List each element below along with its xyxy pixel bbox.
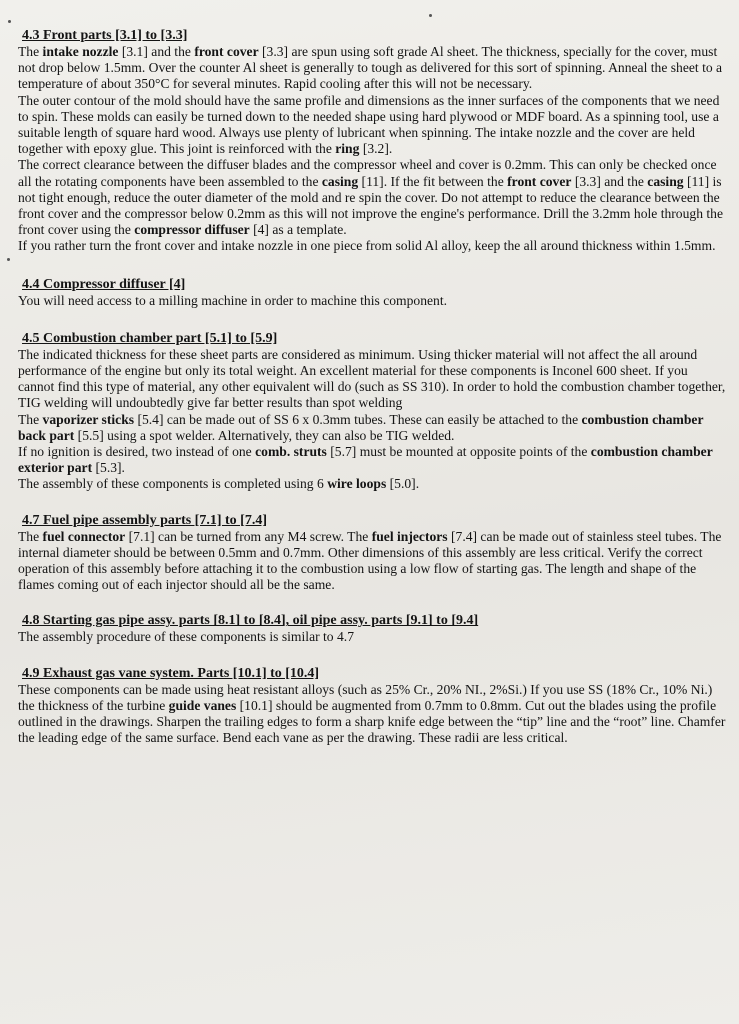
text-run: These components can be made using heat resistant alloys (such as 25% Cr., 20% NI., 2%Si.) If you use SS (18% Cr., 10% Ni.) the thickness of the turbine — [18, 681, 713, 713]
section-4-9 — [18, 666, 727, 747]
paragraph — [18, 293, 727, 309]
bold-term: front cover — [194, 44, 259, 59]
text-run: [7.4] can be made out of stainless steel tubes. The internal diameter should be between 0.5mm and 0.7mm. Other dimensions of this assembly are less critical. Verify the correct operation of this assembly before attaching it to the combustion using a low flow of starting gas. The length and shape of the flames coming out of each injector should all be the same. — [18, 528, 722, 593]
paragraph — [18, 444, 727, 476]
section-4-5 — [18, 331, 727, 493]
paragraph — [18, 629, 727, 645]
text-run: [3.2]. — [359, 141, 393, 157]
paragraph — [18, 682, 727, 747]
text-run: [5.5] using a spot welder. Alternatively, they can also be TIG welded. — [74, 427, 455, 443]
paragraph — [18, 93, 727, 158]
text-run: If you rather turn the front cover and intake nozzle in one piece from solid Al alloy, keep the all around thickness within 1.5mm. — [18, 238, 716, 254]
text-run: [7.1] can be turned from any M4 screw. The — [125, 528, 372, 544]
text-run: [10.1] should be augmented from 0.7mm to 0.8mm. Cut out the blades using the profile outlined in the drawings. Sharpen the trailing edges to form a sharp knife edge between the “tip” line and the “root” line. Chamfer the leading edge of the same surface. Bend each vane as per the drawing. These radii are less critical. — [18, 697, 726, 746]
text-run: [11] is not tight enough, reduce the outer diameter of the mold and re spin the cover. Do not attempt to reduce the clearance between the front cover and the compressor below 0.2mm as this will not improve the engine's performance. Drill the 3.2mm hole through the front cover using the — [18, 173, 724, 238]
section-heading: 4.3 Front parts [3.1] to [3.3] — [22, 28, 188, 43]
bold-term: guide vanes — [168, 697, 237, 713]
bold-term: comb. struts — [255, 444, 327, 460]
bold-term: fuel injectors — [371, 528, 448, 544]
bold-term: vaporizer sticks — [42, 411, 135, 427]
section-4-7 — [18, 513, 727, 594]
text-run: The correct clearance between the diffuser blades and the compressor wheel and cover is 0.2mm. This can only be checked once all the rotating components have been assembled to the — [18, 157, 717, 189]
section-heading: 4.8 Starting gas pipe assy. parts [8.1] to [8.4], oil pipe assy. parts [9.1] to [9.4] — [22, 613, 479, 629]
section-4-3 — [18, 28, 727, 255]
text-run: [3.3] are spun using soft grade Al sheet. The thickness, specially for the cover, must not drop below 1.5mm. Over the counter Al sheet is generally to tough as delivered for this sort of spinning. Anneal the sheet to a temperature of about 350°C for several minutes. Rapid cooling after this will not be necessary. — [18, 44, 723, 92]
section-heading: 4.7 Fuel pipe assembly parts [7.1] to [7.4] — [22, 512, 267, 528]
text-run: [3.1] and the — [118, 44, 195, 59]
paragraph — [18, 238, 727, 254]
text-run: [5.3]. — [92, 460, 125, 476]
bold-term: ring — [335, 141, 360, 157]
text-run: You will need access to a milling machine in order to machine this component. — [18, 292, 447, 308]
text-run: [3.3] and the — [571, 173, 648, 189]
paragraph — [18, 347, 727, 412]
text-run: [5.0]. — [386, 476, 420, 492]
bold-term: casing — [647, 173, 684, 189]
text-run: The assembly procedure of these components is similar to 4.7 — [18, 629, 354, 645]
section-heading: 4.4 Compressor diffuser [4] — [22, 276, 186, 292]
text-run: The assembly of these components is completed using 6 — [18, 476, 328, 492]
section-heading: 4.5 Combustion chamber part [5.1] to [5.9] — [22, 330, 278, 346]
text-run: [11]. If the fit between the — [358, 173, 508, 189]
bold-term: wire loops — [327, 476, 387, 492]
bold-term: combustion chamber exterior part — [18, 444, 713, 476]
paragraph — [18, 157, 727, 238]
bold-term: intake nozzle — [42, 44, 119, 59]
bold-term: compressor diffuser — [134, 222, 250, 238]
text-run: The — [18, 44, 43, 59]
paragraph — [18, 44, 727, 93]
section-4-4 — [18, 277, 727, 309]
scan-speck — [7, 258, 10, 261]
scan-speck — [429, 14, 432, 17]
paragraph — [18, 529, 727, 594]
bold-term: combustion chamber back part — [18, 411, 704, 443]
scan-speck — [8, 20, 11, 23]
text-run: The outer contour of the mold should have the same profile and dimensions as the inner surfaces of the components that we need to spin. These molds can easily be turned down to the needed shape using hard plywood or MDF board. As a spinning tool, use a suitable length of square hard wood. Always use plenty of lubricant when spinning. The intake nozzle and the cover are held together with epoxy glue. This joint is reinforced with the — [18, 92, 720, 157]
text-run: [5.7] must be mounted at opposite points of the — [326, 444, 591, 460]
text-run: [5.4] can be made out of SS 6 x 0.3mm tubes. These can easily be attached to the — [134, 411, 582, 427]
text-run: The indicated thickness for these sheet parts are considered as minimum. Using thicker material will not affect the all around performance of the engine but only its total weight. An excellent material for these components is Inconel 600 sheet. If you cannot find this type of material, any other equivalent will do (such as SS 310). In order to hold the combustion chamber together, TIG welding will undoubtedly give far better results than spot welding — [18, 346, 726, 411]
bold-term: casing — [321, 173, 359, 189]
paragraph — [18, 412, 727, 444]
section-heading: 4.9 Exhaust gas vane system. Parts [10.1] to [10.4] — [22, 665, 320, 681]
section-4-8 — [18, 613, 727, 645]
bold-term: front cover — [507, 173, 572, 189]
text-run: If no ignition is desired, two instead of one — [18, 444, 256, 460]
bold-term: fuel connector — [42, 528, 126, 544]
paragraph — [18, 476, 727, 492]
text-run: [4] as a template. — [249, 222, 347, 238]
text-run: The — [18, 528, 43, 544]
text-run: The — [18, 411, 43, 427]
